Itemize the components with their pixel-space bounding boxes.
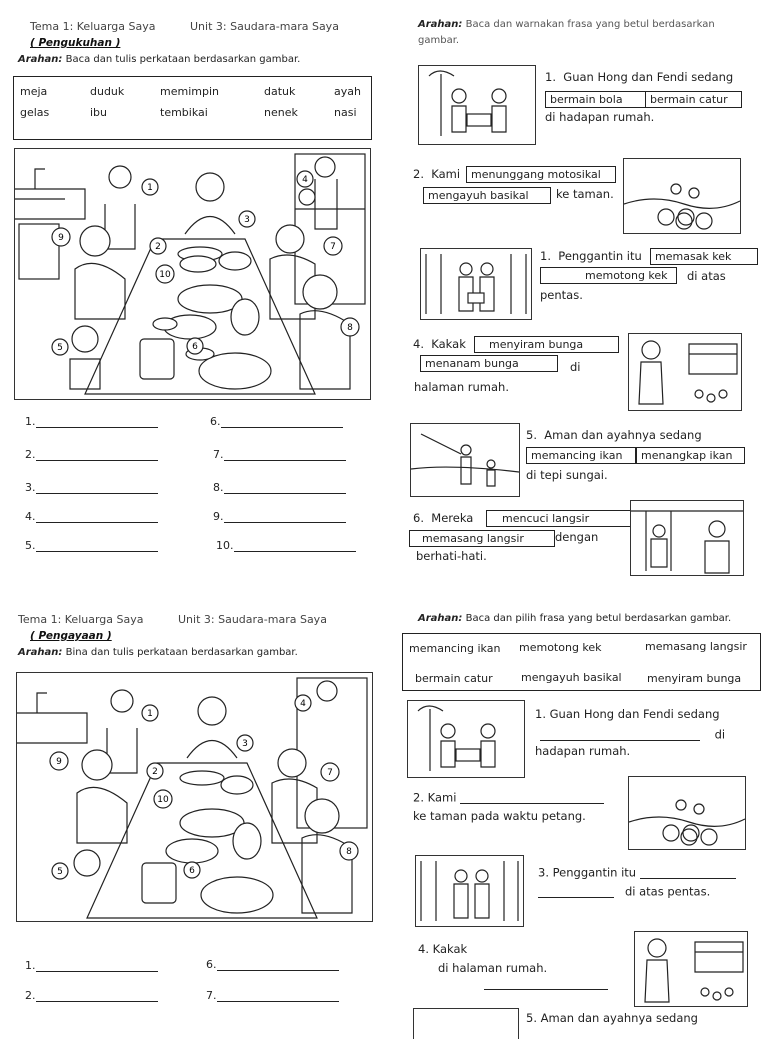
word: nenek [264, 106, 298, 119]
blank-number: 8. [213, 481, 224, 494]
blank-number: 6. [210, 415, 221, 428]
picture-cycling [623, 158, 741, 234]
picture-label-10: 10 [157, 795, 169, 805]
watering-flowers-illustration [629, 334, 741, 410]
option-memancing-ikan[interactable]: memancing ikan [526, 447, 636, 464]
arahan-label: Arahan: [418, 19, 463, 30]
q-text: Kami [431, 167, 461, 181]
q6-text [413, 513, 473, 525]
arahan-text: Bina dan tulis perkataan berdasarkan gambar. [65, 647, 298, 658]
q-num: 4. [413, 337, 424, 351]
q-text: di [714, 727, 726, 742]
q-num: 5. [526, 428, 537, 442]
bottom-right-arahan [418, 613, 731, 624]
answer-line[interactable] [640, 866, 736, 879]
blank-number: 4. [25, 510, 36, 523]
answer-blank[interactable] [216, 539, 356, 552]
word: gelas [20, 106, 50, 119]
q-text: Kakak [431, 337, 466, 351]
option-memasak-kek[interactable]: memasak kek [650, 248, 758, 265]
word: nasi [334, 106, 357, 119]
answer-blank[interactable] [25, 959, 158, 972]
cycling-illustration-2 [629, 777, 745, 849]
option-menyiram-bunga[interactable]: menyiram bunga [474, 336, 619, 353]
word: ibu [90, 106, 108, 119]
option-bermain-catur[interactable]: bermain catur [645, 91, 742, 108]
answer-blank[interactable] [213, 448, 346, 461]
wedding-cake-illustration [421, 249, 531, 319]
answer-line[interactable] [540, 728, 700, 741]
picture-label-7: 7 [327, 768, 333, 778]
q-num: 1. [540, 249, 551, 263]
picture-wedding-cake-2 [415, 855, 524, 927]
word: ayah [334, 85, 361, 98]
arahan-label: Arahan: [18, 54, 63, 65]
word: memimpin [160, 85, 219, 98]
bq1-text: 1. Guan Hong dan Fendi sedang [535, 707, 720, 721]
top-header-unit: Unit 3: Saudara-mara Saya [190, 20, 339, 33]
answer-blank[interactable] [210, 415, 343, 428]
picture-label-2: 2 [155, 242, 161, 252]
answer-line[interactable] [538, 885, 614, 898]
bq2-post: ke taman pada waktu petang. [413, 809, 586, 823]
cycling-illustration [624, 159, 740, 233]
arahan-label: Arahan: [418, 613, 463, 624]
answer-blank[interactable] [206, 958, 339, 971]
picture-label-3: 3 [244, 215, 250, 225]
phrase-option[interactable]: mengayuh basikal [521, 671, 622, 684]
picture-fishing [410, 423, 520, 497]
answer-blank[interactable] [206, 989, 339, 1002]
q-text: 3. Penggantin itu [538, 865, 637, 880]
q5-post: di tepi sungai. [526, 468, 608, 482]
option-memotong-kek[interactable]: memotong kek [540, 267, 677, 284]
picture-label-3: 3 [242, 739, 248, 749]
picture-wedding-cake [420, 248, 532, 320]
q5-text [526, 430, 702, 442]
blank-number: 2. [25, 989, 36, 1002]
q1-post: di hadapan rumah. [545, 110, 655, 124]
picture-label-5: 5 [57, 867, 63, 877]
picture-label-4: 4 [302, 175, 308, 185]
bq4-line [484, 978, 608, 990]
q-text: Aman dan ayahnya sedang [544, 428, 702, 442]
blank-number: 10. [216, 539, 234, 552]
arahan-label: Arahan: [18, 647, 63, 658]
phrase-option[interactable]: memotong kek [519, 641, 602, 654]
picture-label-8: 8 [346, 847, 352, 857]
arahan-text: Baca dan tulis perkataan berdasarkan gambar. [65, 54, 301, 65]
q4-text [413, 339, 466, 351]
option-menunggang-motosikal[interactable]: menunggang motosikal [466, 166, 616, 183]
answer-blank[interactable] [25, 989, 158, 1002]
q3-post: di atas [687, 269, 726, 283]
picture-label-9: 9 [58, 233, 64, 243]
picture-playing-chess [418, 65, 536, 145]
picture-playing-chess-2 [407, 700, 525, 778]
q-text: 2. Kami [413, 790, 457, 805]
blank-number: 7. [213, 448, 224, 461]
arahan-text: Baca dan pilih frasa yang betul berdasarkan gambar. [465, 613, 732, 624]
bottom-subtitle: ( Pengayaan ) [30, 630, 112, 642]
bq3-line [538, 885, 710, 898]
bq4-text: 4. Kakak [418, 942, 468, 956]
blank-number: 3. [25, 481, 36, 494]
picture-hanging-curtains [630, 500, 744, 576]
answer-blank[interactable] [25, 539, 158, 552]
family-dinner-illustration-2 [17, 673, 372, 921]
bq1-line [540, 728, 725, 741]
answer-blank[interactable] [25, 481, 158, 494]
family-dinner-picture [14, 148, 371, 400]
arahan-text: Baca dan warnakan frasa yang betul berdasarkan gambar. [418, 19, 715, 46]
bq1-post: hadapan rumah. [535, 744, 631, 758]
q-num: 6. [413, 511, 424, 525]
phrase-option[interactable]: memancing ikan [409, 642, 501, 655]
bottom-header-tema: Tema 1: Keluarga Saya [18, 613, 144, 626]
blank-number: 1. [25, 415, 36, 428]
blank-number: 9. [213, 510, 224, 523]
q-text: Penggantin itu [558, 249, 642, 263]
top-header-tema: Tema 1: Keluarga Saya [30, 20, 156, 33]
bq4-post: di halaman rumah. [438, 961, 548, 975]
answer-blank[interactable] [213, 481, 346, 494]
q-text: di atas pentas. [624, 884, 711, 899]
blank-number: 1. [25, 959, 36, 972]
blank-number: 2. [25, 448, 36, 461]
q4-post: di [570, 360, 581, 374]
picture-label-2: 2 [152, 767, 158, 777]
top-right-arahan [418, 17, 748, 49]
answer-blank[interactable] [25, 510, 158, 523]
picture-label-10: 10 [159, 270, 171, 280]
q-num: 2. [413, 167, 424, 181]
word-bank [13, 76, 372, 140]
phrase-option[interactable]: memasang langsir [645, 640, 747, 653]
fishing-illustration [411, 424, 519, 496]
family-dinner-illustration [15, 149, 370, 399]
q4-post2: halaman rumah. [414, 380, 509, 394]
blank-number: 6. [206, 958, 217, 971]
q2-post: ke taman. [556, 187, 614, 201]
option-bermain-bola[interactable]: bermain bola [545, 91, 648, 108]
q3-post2: pentas. [540, 288, 583, 302]
answer-line[interactable] [484, 981, 608, 990]
option-mengayuh-basikal[interactable]: mengayuh basikal [423, 187, 551, 204]
answer-blank[interactable] [213, 510, 346, 523]
picture-label-8: 8 [347, 323, 353, 333]
picture-label-6: 6 [192, 342, 198, 352]
family-dinner-picture-2 [16, 672, 373, 922]
q6-post: dengan [555, 530, 599, 544]
picture-label-7: 7 [330, 242, 336, 252]
picture-label-1: 1 [147, 709, 153, 719]
playing-chess-illustration-2 [408, 701, 524, 777]
wedding-cake-illustration-2 [416, 856, 523, 926]
option-menanam-bunga[interactable]: menanam bunga [420, 355, 558, 372]
q1-text [545, 72, 733, 84]
watering-flowers-illustration-2 [635, 932, 747, 1006]
word: tembikai [160, 106, 208, 119]
word: datuk [264, 85, 296, 98]
picture-label-6: 6 [189, 866, 195, 876]
top-subtitle: ( Pengukuhan ) [30, 37, 121, 49]
q6-post2: berhati-hati. [416, 549, 487, 563]
q3-text [540, 251, 642, 263]
picture-label-9: 9 [56, 757, 62, 767]
bottom-header-unit: Unit 3: Saudara-mara Saya [178, 613, 327, 626]
picture-label-1: 1 [147, 183, 153, 193]
bottom-left-arahan [18, 647, 298, 658]
blank-number: 5. [25, 539, 36, 552]
hanging-curtains-illustration [631, 501, 743, 575]
picture-watering-flowers [628, 333, 742, 411]
picture-watering-flowers-2 [634, 931, 748, 1007]
q-num: 1. [545, 70, 556, 84]
top-left-arahan [18, 54, 300, 65]
option-mencuci-langsir[interactable]: mencuci langsir [486, 510, 633, 527]
bq2-text [413, 791, 604, 804]
answer-blank[interactable] [25, 415, 158, 428]
q-text: Guan Hong dan Fendi sedang [563, 70, 734, 84]
picture-label-5: 5 [57, 343, 63, 353]
blank-number: 7. [206, 989, 217, 1002]
answer-line[interactable] [460, 791, 604, 804]
bq3-text [538, 866, 736, 879]
option-memasang-langsir[interactable]: memasang langsir [409, 530, 555, 547]
word: duduk [90, 85, 125, 98]
q-text: Mereka [431, 511, 474, 525]
phrase-bank [402, 633, 761, 691]
q2-text [413, 169, 460, 181]
picture-cycling-2 [628, 776, 746, 850]
picture-label-4: 4 [300, 699, 306, 709]
option-menangkap-ikan[interactable]: menangkap ikan [636, 447, 745, 464]
answer-blank[interactable] [25, 448, 158, 461]
playing-chess-illustration [419, 66, 535, 144]
phrase-option[interactable]: bermain catur [415, 672, 493, 685]
word: meja [20, 85, 48, 98]
bq5-text: 5. Aman dan ayahnya sedang [526, 1011, 698, 1025]
phrase-option[interactable]: menyiram bunga [647, 672, 742, 685]
